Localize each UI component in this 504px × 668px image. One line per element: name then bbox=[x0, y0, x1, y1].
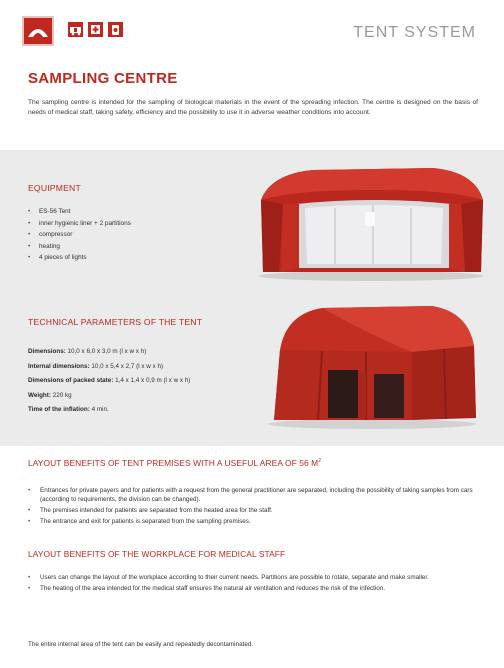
tent-open-photo bbox=[253, 160, 489, 282]
footer-note: The entire internal area of the tent can be easily and repeatedly decontaminated. bbox=[28, 641, 254, 648]
list-item: • inner hygienic liner + 2 partitions bbox=[28, 218, 131, 230]
technical-heading: TECHNICAL PARAMETERS OF THE TENT bbox=[28, 317, 203, 327]
param-row: Time of the inflation: 4 min. bbox=[28, 406, 109, 414]
list-item: • Entrances for private payers and for patients with a request from the general practitioner are separated, including the possibility of taking samples from cars (according to requirements, the division can be changed). bbox=[28, 486, 480, 505]
equipment-list bbox=[28, 206, 131, 264]
list-item: • The entrance and exit for patients is separated from the sampling premises. bbox=[28, 517, 480, 526]
page-title: SAMPLING CENTRE bbox=[28, 70, 178, 87]
list-item: • Users can change the layout of the workplace according to their current needs. Partitions are possible to rotate, separate and make smaller. bbox=[28, 573, 480, 582]
technical-params bbox=[28, 345, 190, 418]
list-item: • heating bbox=[28, 241, 131, 253]
list-item: • The premises intended for patients are separated from the heated area for the staff. bbox=[28, 506, 480, 515]
param-row: Dimensions of packed state: 1,4 x 1,4 x 0,9 m (l x w x h) bbox=[28, 377, 191, 385]
premises-benefits-list bbox=[28, 486, 480, 528]
list-item: • compressor bbox=[28, 229, 131, 241]
param-row: Weight: 220 kg bbox=[28, 391, 72, 399]
intro-paragraph: The sampling centre is intended for the sampling of biological materials in the event of the spreading infection. The centre is designed on the basis of needs of medical staff, taking safety, efficiency and the possibility to use it in adverse weather conditions into account. bbox=[28, 99, 478, 117]
ambulance-icon bbox=[68, 22, 83, 37]
medical-kit-icon bbox=[108, 22, 123, 37]
tent-logo-icon bbox=[22, 16, 54, 46]
header bbox=[0, 0, 504, 58]
workplace-benefits-heading: LAYOUT BENEFITS OF THE WORKPLACE FOR MEDICAL STAFF bbox=[28, 549, 286, 559]
list-item: • 4 pieces of lights bbox=[28, 252, 131, 264]
param-row: Dimensions: 10,0 x 6,0 x 3,0 m (l x w x h) bbox=[28, 348, 147, 355]
tent-system-label: TENT SYSTEM bbox=[353, 24, 476, 41]
param-row: Internal dimensions: 10,0 x 5,4 x 2,7 (l x w x h) bbox=[28, 362, 164, 370]
first-aid-icon bbox=[88, 22, 103, 37]
workplace-benefits-list bbox=[28, 573, 480, 595]
list-item: • The heating of the area intended for the medical staff ensures the natural air ventilation and reduces the risk of the infection. bbox=[28, 584, 480, 593]
tent-closed-photo bbox=[262, 296, 484, 430]
list-item: • ES-56 Tent bbox=[28, 206, 131, 218]
premises-benefits-heading: LAYOUT BENEFITS OF TENT PREMISES WITH A USEFUL AREA OF 56 $M^2$ bbox=[28, 458, 322, 468]
equipment-heading: EQUIPMENT bbox=[28, 183, 81, 193]
